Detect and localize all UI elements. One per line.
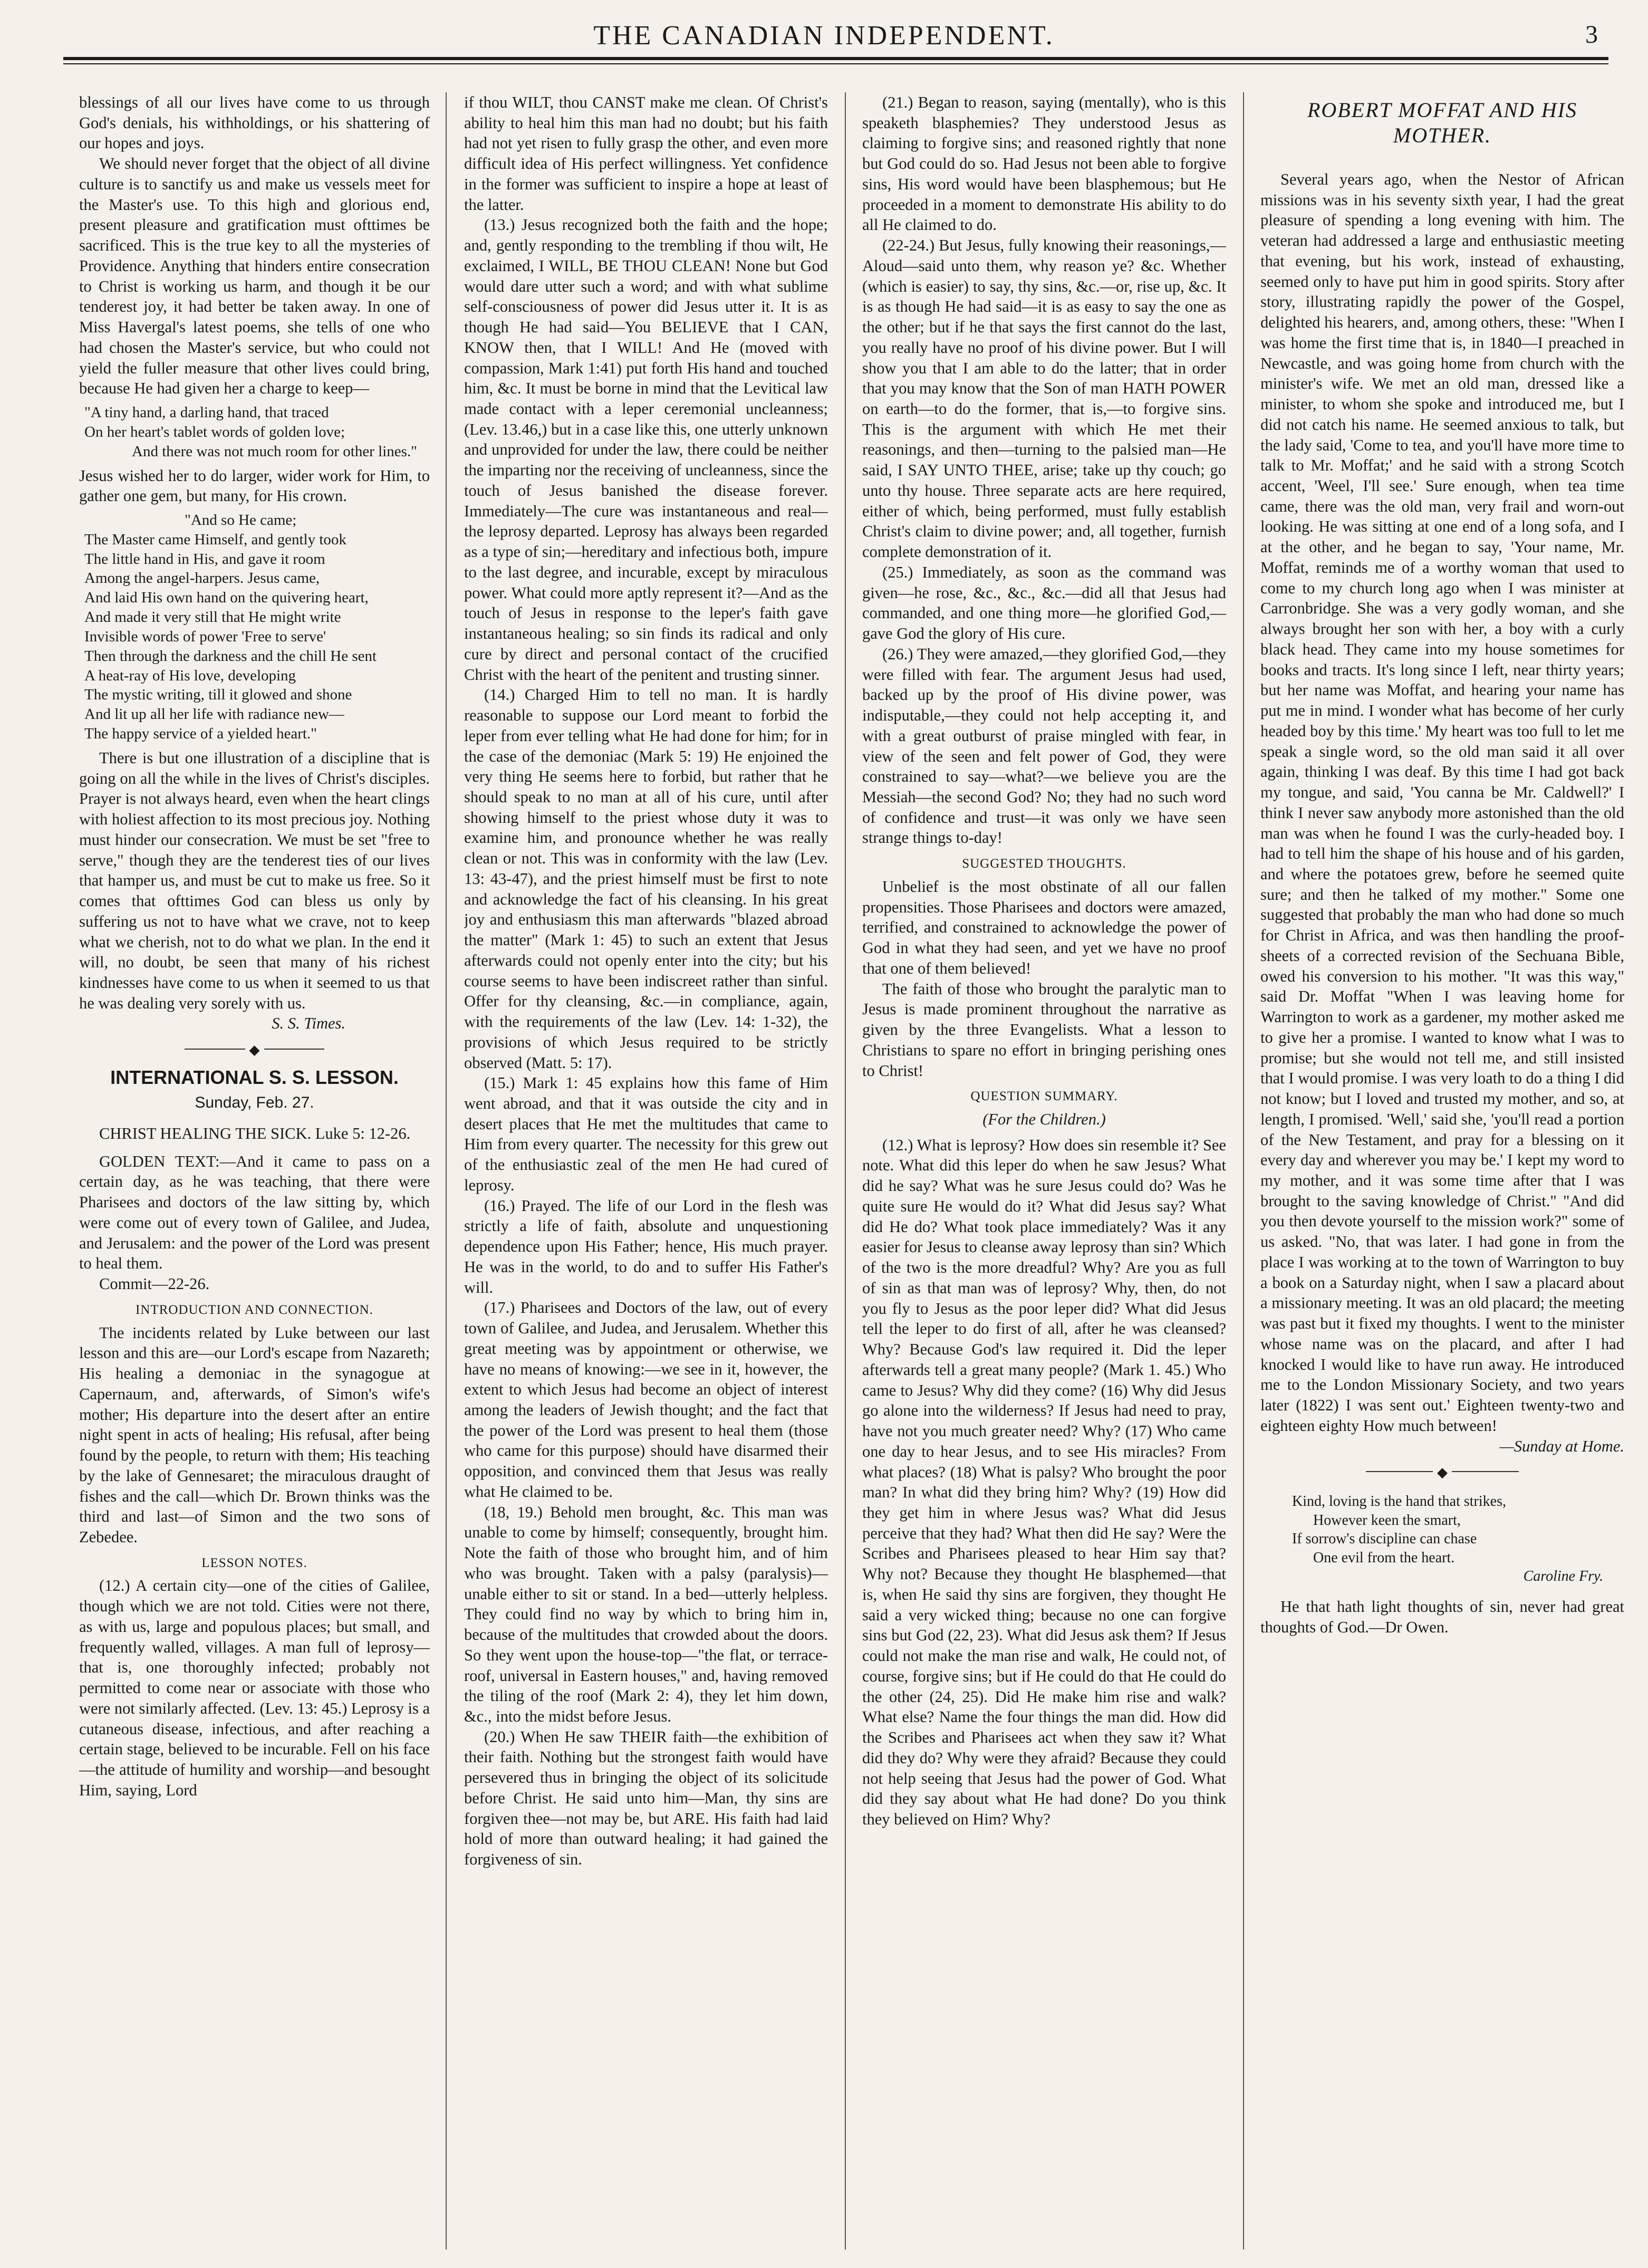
poem-line: Kind, loving is the hand that strikes,	[1292, 1493, 1506, 1510]
poem-line: "A tiny hand, a darling hand, that traced	[84, 404, 329, 421]
lesson-note: (16.) Prayed. The life of our Lord in the flesh was strictly a life of faith, absolute and unquestioning dependence upon His Father; hence, His much prayer. He was in the world, to do and to suffer His Father's will.	[464, 1196, 828, 1296]
poem-line: On her heart's tablet words of golden love;	[84, 423, 345, 440]
poem-line: The mystic writing, till it glowed and shone	[84, 686, 352, 704]
lesson-note: if thou WILT, thou CANST make me clean. Of Christ's ability to heal him this man had no doubt; but his faith had not yet risen to fully grasp the other, and even more difficult idea of His perfect willingness. Yet confidence in the former was sufficient to inspire a hope at least of the latter.	[464, 93, 828, 214]
article-title-line: MOTHER.	[1393, 123, 1492, 147]
poem-line: The Master came Himself, and gently took	[84, 531, 346, 548]
paragraph: Jesus wished her to do larger, wider work for Him, to gather one gem, but many, for His crown.	[79, 466, 430, 505]
lesson-note: (17.) Pharisees and Doctors of the law, out of every town of Galilee, and Judea, and Jerusalem. Whether this great meeting was by appointment or otherwise, we have no means of knowing:—we see in it, however, the extent to which Jesus had become an object of interest among the leaders of Jewish thought; and the fact that the power of the Lord was present to heal them (those who came for this purpose) should have disarmed their opposition, and convinced them that Jesus was really what He claimed to be.	[464, 1299, 828, 1501]
section-heading: INTERNATIONAL S. S. LESSON.	[110, 1066, 399, 1089]
subheading: QUESTION SUMMARY.	[970, 1089, 1118, 1104]
lesson-note: (20.) When He saw THEIR faith—the exhibition of their faith. Nothing but the strongest faith would have persevered thus in bringing the object of its solicitude before Christ. He said unto him—Man, thy sins are forgiven thee—not may be, but ARE. His faith had laid hold of more than outward healing; it had gained the forgiveness of sin.	[464, 1727, 828, 1869]
paragraph: He that hath light thoughts of sin, never had great thoughts of God.—Dr Owen.	[1260, 1598, 1624, 1636]
subheading: SUGGESTED THOUGHTS.	[962, 857, 1126, 871]
header-rule-thick	[63, 57, 1608, 60]
subheading-note: (For the Children.)	[982, 1110, 1106, 1129]
poem-line: And there was not much room for other lines."	[132, 443, 417, 460]
section-divider: ◆	[1260, 1466, 1624, 1476]
paragraph: Unbelief is the most obstinate of all our fallen propensities. Those Pharisees and doctors were amazed, terrified, and constrained to acknowledge the power of God in what they had seen, and yet we have no proof that one of them believed!	[862, 877, 1226, 977]
source-attribution: —Sunday at Home.	[1499, 1437, 1624, 1455]
header-rule-thin	[63, 63, 1608, 64]
paragraph: There is but one illustration of a discipline that is going on all the while in the lives of Christ's disciples. Prayer is not always heard, even when the heart clings with holiest affection to its most precious joy. Nothing must hinder our consecration. We must be set "free to serve," though they are the tenderest ties of our lives that hamper us, and must be cut to make us free. So it comes that ofttimes God can bless us only by suffering us not to have what we crave, not to keep what we cherish, not to do what we plan. In the end it will, no doubt, be seen that many of his richest kindnesses have come to us when it seemed to us that he was dealing very sorely with us.	[79, 748, 430, 1012]
column-3	[862, 92, 1226, 2244]
poem-line: And lit up all her life with radiance new—	[84, 706, 344, 723]
paragraph: Several years ago, when the Nestor of African missions was in his seventy sixth year, I had the great pleasure of spending a long evening with him. The veteran had addressed a large and enthusiastic meeting that evening, but his work, instead of exhausting, seemed only to have put him in good spirits. Story after story, illustrating rapidly the power of the Gospel, delighted his hearers, and, among others, these: "When I was home the first time that is, in 1840—I preached in Newcastle, and was going home from church with the minister's wife. We met an old man, dressed like a minister, to whom she spoke and introduced me, but I did not catch his name. He seemed anxious to talk, but the lady said, 'Come to tea, and you'll have more time to talk to Mr. Moffat;' and he said with a strong Scotch accent, 'Weel, I'll see.' Sure enough, when tea time came, there was the old man, very frail and worn-out looking. He was sitting at one end of a long sofa, and I at the other, and he began to say, 'Your name, Mr. Moffat, reminds me of a worthy woman that used to come to my church long ago when I was minister at Carronbridge. She was a very godly woman, and she always brought her son with her, a boy with a curly black head. They came into my house sometimes for books and tracts. It's long since I left, near thirty years; but her name was Moffat, and hearing your name has put me in mind. I wonder what has become of her curly headed boy by this time.' My heart was too full to let me speak a single word, so the old man said it all over again, thinking I was deaf. By this time I had got back my tongue, and said, 'You canna be Mr. Caldwell?' I think I never saw anybody more astonished than the old man was when he found I was the curly-headed boy. I had to tell him the shape of his house and of his garden, and where the potatoes grew, before he seemed quite sure; and then he talked of my mother." Some one suggested that probably the man who had done so much for Christ in Africa, and was then handling the proof-sheets of a corrected revision of the Sechuana Bible, owed his conversion to his mother. "It was this way," said Dr. Moffat "When I was leaving home for Warrington to work as a gardener, my mother asked me to give her a promise. I wanted to know what I was to promise; but she would not tell me, and still insisted that I would promise. I was very loath to do a thing I did not know; but I loved and trusted my mother, and so, at length, I promised. 'Well,' said she, 'you'll read a portion of the New Testament, and pray for a blessing on it every day and wherever you may be.' I kept my word to my mother, and it was some time after that I was brought to the saving knowledge of Christ." "And did you then devote yourself to the mission work?" some of us asked. "No, that was later. I had gone in from the place I was working at to the town of Warrington to buy a book on a Saturday night, when I saw a placard about a missionary meeting. It was an old placard; the meeting was past but it fixed my thoughts. I went to the minister whose name was on the placard, and after I had knocked I would like to have run away. He introduced me to the London Missionary Society, and two years later (1822) I was sent out.' Eighteen twenty-two and eighteen eighty How much between!	[1260, 170, 1624, 1435]
column-divider	[1243, 92, 1244, 2250]
column-divider	[845, 92, 846, 2250]
lesson-note: (15.) Mark 1: 45 explains how this fame of Him went abroad, and that it was outside the city and in desert places that He met the multitudes that came to Him from every quarter. The necessity for this grew out of the enthusiastic zeal of the men He had cured of leprosy.	[464, 1074, 828, 1194]
poem-line: "And so He came;	[185, 511, 297, 528]
question-summary: (12.) What is leprosy? How does sin resemble it? See note. What did this leper do when he saw Jesus? What did he say? What was he sure Jesus could do? Was he quite sure He would do it? What did Jesus say? What did He do? What took place immediately? Was it any easier for Jesus to cleanse away leprosy than sin? Which of the two is the more dreadful? Why? Are you as full of sin as that man was of leprosy? Why, then, do not you fly to Jesus as the poor leper did? What did Jesus tell the leper to do first of all, after he was cleansed? Why? Because God's law required it. Did the leper afterwards tell a great many people? (Mark 1. 45.) Who came to Jesus? Why did they come? (16) Why did Jesus go alone into the wilderness? If Jesus had need to pray, have not you much greater need? Why? (17) Who came one day to hear Jesus, and to see His miracles? From what places? (18) What is palsy? Who brought the poor man? In what did they bring him? Why? (19) How did they get him in where Jesus was? What did Jesus perceive that they had? What then did He say? Were the Scribes and Pharisees pleased to hear Him say that? Why not? Because they thought He blasphemed—that is, when He said thy sins are forgiven, they thought He said a very wicked thing; because no one can forgive sins but God (22, 23). What did Jesus ask them? If Jesus could not make the man rise and walk, He could not, of course, forgive sins; but if He could do that He could do the other (24, 25). Did He make him rise and walk? What else? Name the four things the man did. How did the Scribes and Pharisees act when they saw it? What did they do? Why were they afraid? Because they could not help seeing that Jesus had the power of God. What did they say about what He had done? Do you think they believed on Him? Why?	[862, 1136, 1226, 1828]
poem-line: Invisible words of power 'Free to serve'	[84, 628, 326, 645]
poem-line: And laid His own hand on the quivering heart,	[84, 589, 369, 607]
article-title-line: ROBERT MOFFAT AND HIS	[1307, 98, 1578, 122]
column-2	[464, 92, 828, 2244]
lesson-title: CHRIST HEALING THE SICK. Luke 5: 12-26.	[99, 1125, 411, 1142]
column-divider	[446, 92, 447, 2250]
lesson-note: (22-24.) But Jesus, fully knowing their reasonings,—Aloud—said unto them, why reason ye? &c. Whether (which is easier) to say, thy sins, &c.—or, rise up, &c. It is as though He had said—it is as easy to say the one as the other; but if he that says the first cannot do the last, you really have no proof of his divine power. But I will show you that I am able to do the latter; that in order that you may know that the Son of man HATH POWER on earth—to do the former, that is,—to forgive sins. This is the argument with which He met their reasonings, and then—turning to the palsied man—He said, I SAY UNTO THEE, arise; take up thy couch; go unto thy house. Three separate acts are here required, either of which, being performed, must fully establish Christ's claim to divine power; and, all together, furnish complete demonstration of it.	[862, 236, 1226, 561]
poem-author: Caroline Fry.	[1523, 1568, 1603, 1585]
poem-line: If sorrow's discipline can chase	[1292, 1531, 1477, 1548]
closing-poem	[1292, 1492, 1624, 1586]
poem-line: And made it very still that He might write	[84, 609, 341, 626]
lesson-note: (25.) Immediately, as soon as the command was given—he rose, &c., &c., &c.—did all that Jesus had commanded, and one thing more—he glorified God,—gave God the glory of His cure.	[862, 563, 1226, 643]
lesson-note: (18, 19.) Behold men brought, &c. This man was unable to come by himself; consequently, brought him. Note the faith of those who brought him, and of him who was brought. Taken with a palsy (paralysis)—unable either to sit or stand. In a bed—utterly helpless. They could find no way by which to bring him in, because of the multitudes that crowded about the doors. So they went upon the house-top—"the flat, or terrace-roof, universal in Eastern houses," and, having removed the tiling of the roof (Mark 2: 4), they let him down, &c., into the midst before Jesus.	[464, 1503, 828, 1726]
column-4	[1260, 92, 1624, 2244]
commit-verses: Commit—22-26.	[99, 1275, 210, 1293]
poem-excerpt	[79, 403, 430, 461]
poem-line: One evil from the heart.	[1313, 1549, 1455, 1566]
lesson-note: (14.) Charged Him to tell no man. It is hardly reasonable to suppose our Lord meant to forbid the leper from ever telling what He had done for him; for in the case of the demoniac (Mark 5: 19) He enjoined the very thing He seems here to forbid, but rather that he should speak to no man at all of his cure, until after showing himself to the priest whose duty it was to examine him, and pronounce whether he was really clean or not. This was in conformity with the law (Lev. 13: 43-47), and the priest himself must be first to note and acknowledge the fact of his cleansing. In his great joy and enthusiasm this man afterwards "blazed abroad the matter" (Mark 1: 45) to such an extent that Jesus afterwards could not openly enter into the city; but his course seems to have been indiscreet rather than sinful. Offer for thy cleansing, &c.—in compliance, again, with the requirements of the law (Lev. 14: 1-32), the provisions of which Jesus required to be strictly observed (Matt. 5: 17).	[464, 686, 828, 1072]
lesson-date: Sunday, Feb. 27.	[195, 1093, 314, 1111]
paragraph: The faith of those who brought the paralytic man to Jesus is made prominent throughout the narrative as given by the three Evangelists. What a lesson to Christians to spare no effort in bringing perishing ones to Christ!	[862, 979, 1226, 1080]
lesson-note: (13.) Jesus recognized both the faith and the hope; and, gently responding to the trembling if thou wilt, He exclaimed, I WILL, BE THOU CLEAN! None but God would dare utter such a word; and with what sublime self-consciousness of power did Jesus utter it. It is as though He had said—You BELIEVE that I CAN, KNOW then, that I WILL! And He (moved with compassion, Mark 1:41) put forth His hand and touched him, &c. It must be borne in mind that the Levitical law made contact with a leper ceremonial uncleanness; (Lev. 13.46,) but in a case like this, one utterly unknown and unprovided for under the law, there could be neither the imparting nor the receiving of uncleanness, since the touch of Jesus banished the disease forever. Immediately—The cure was instantaneous and real—the leprosy departed. Leprosy has always been regarded as a type of sin;—hereditary and infectious both, impure to the last degree, and incurable, except by miraculous power. What could more aptly represent it?—And as the touch of Jesus in response to the leper's faith gave instantaneous healing; so sin finds its radical and only cure by direct and personal contact of the crucified Christ with the heart of the penitent and trusting sinner.	[464, 216, 828, 684]
section-divider: ◆	[79, 1043, 430, 1054]
source-attribution: S. S. Times.	[272, 1014, 345, 1033]
page-header	[0, 0, 1648, 58]
poem-line: Then through the darkness and the chill He sent	[84, 647, 377, 665]
newspaper-title: THE CANADIAN INDEPENDENT.	[593, 21, 1055, 51]
lesson-note: (12.) A certain city—one of the cities of Galilee, though which we are not told. Cities were not there, as with us, large and populous places; but small, and frequently walled, villages. A man full of leprosy—that is, one thoroughly infected; probably not permitted to come near or associate with those who were not similarly affected. (Lev. 13: 45.) Leprosy is a cutaneous disease, infectious, and after reaching a certain stage, believed to be incurable. Fell on his face—the attitude of humility and worship—and besought Him, saying, Lord	[79, 1577, 430, 1799]
poem-line: The happy service of a yielded heart."	[84, 725, 317, 743]
poem-line: A heat-ray of His love, developing	[84, 667, 296, 684]
poem-line: However keen the smart,	[1313, 1512, 1461, 1529]
paragraph: We should never forget that the object of all divine culture is to sanctify us and make us vessels meet for the Master's use. To this high and glorious end, present pleasure and gratification must ofttimes be sacrificed. This is the true key to all the mysteries of Providence. Anything that hinders entire consecration to Christ is working us harm, and though it be our tenderest joy, it had better be taken away. In one of Miss Havergal's latest poems, she tells of one who had chosen the Master's service, but who could not yield the fuller measure that other lives could bring, because He had given her a charge to keep—	[79, 155, 430, 398]
page-number: 3	[1585, 21, 1598, 49]
subheading: LESSON NOTES.	[201, 1555, 307, 1570]
poem-line: Among the angel-harpers. Jesus came,	[84, 570, 320, 587]
lesson-note: (21.) Began to reason, saying (mentally), who is this speaketh blasphemies? They understood Jesus as claiming to forgive sins; and reasoned rightly that none but God could do so. Had Jesus not been able to forgive sins, His word would have been blasphemous; but He proceeded in a moment to demonstrate His ability to do all He claimed to do.	[862, 93, 1226, 234]
poem-excerpt	[79, 511, 430, 744]
paragraph: blessings of all our lives have come to us through God's denials, his withholdings, or his shattering of our hopes and joys.	[79, 93, 430, 152]
lesson-note: (26.) They were amazed,—they glorified God,—they were filled with fear. The argument Jesus had used, backed up by the proof of His divine power, was indisputable,—they could not help accepting it, and with a great outburst of praise mingled with fear, in view of the seen and felt power of God, they were constrained to say—what?—we believe you are the Messiah—the second God? No; they had no such word of confidence and trust—it was only we have seen strange things to-day!	[862, 645, 1226, 847]
article-title	[1260, 98, 1624, 148]
column-1	[79, 92, 430, 2244]
poem-line: The little hand in His, and gave it room	[84, 550, 325, 568]
paragraph: The incidents related by Luke between our last lesson and this are—our Lord's escape from Nazareth; His healing a demoniac in the synagogue at Capernaum, and, afterwards, of Simon's wife's mother; His departure into the desert after an entire night spent in acts of healing; His refusal, after being found by the people, to return with them; His teaching by the lake of Gennesaret; the miraculous draught of fishes and the call—which Dr. Brown thinks was the third and last—of Simon and the two sons of Zebedee.	[79, 1323, 430, 1546]
golden-text: GOLDEN TEXT:—And it came to pass on a certain day, as he was teaching, that there were Pharisees and doctors of the law sitting by, which were come out of every town of Galilee, and Judea, and Jerusalem: and the power of the Lord was present to heal them.	[79, 1152, 430, 1273]
subheading: INTRODUCTION AND CONNECTION.	[136, 1302, 373, 1317]
